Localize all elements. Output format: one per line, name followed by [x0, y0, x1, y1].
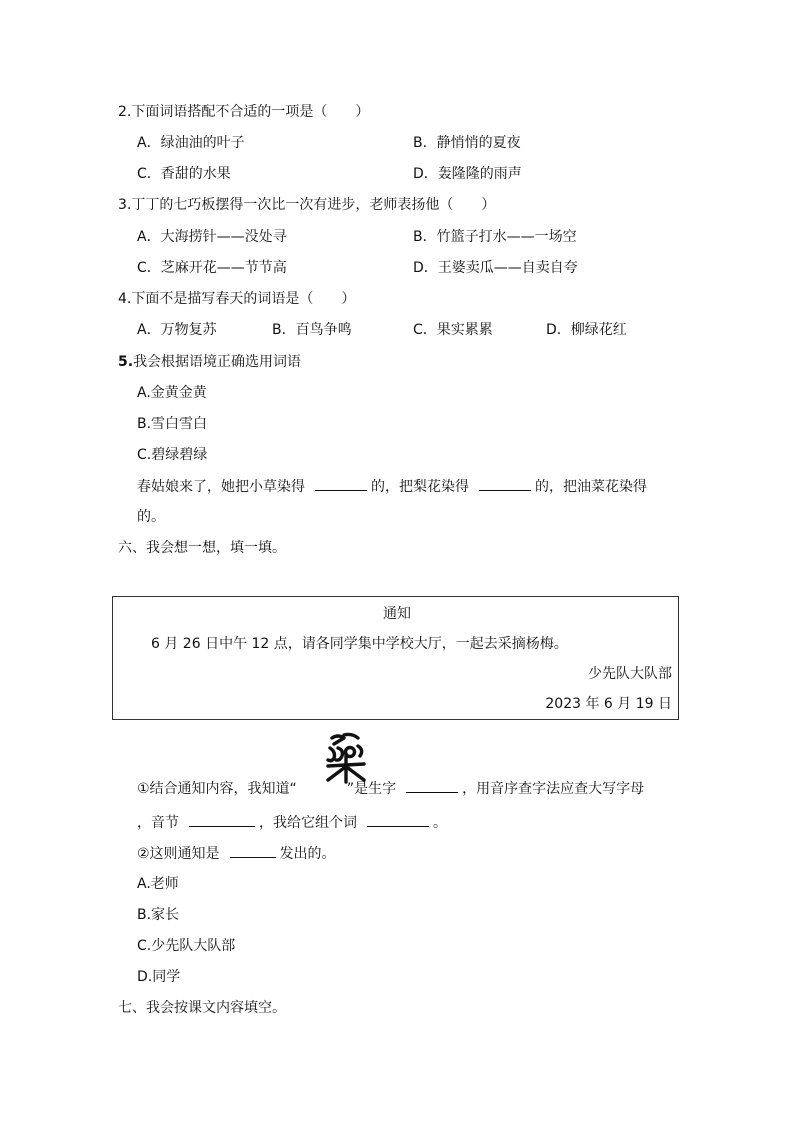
s6-blank-sender[interactable] [230, 843, 276, 858]
q5-sentence-part1: 春姑娘来了，她把小草染得 [137, 479, 305, 495]
q5-option-c: C.碧绿碧绿 [137, 447, 208, 463]
s6-sub1-line1 [137, 778, 644, 799]
q2-option-d: D．轰隆隆的雨声 [413, 166, 522, 182]
s6-sub2-option-d: D.同学 [137, 969, 181, 985]
q4-option-b: B．百鸟争鸣 [272, 322, 352, 338]
q5-sentence-part3: 的，把油菜花染得 [535, 479, 647, 495]
s6-sub1-line2-end: 。 [433, 815, 447, 831]
q2-stem: 2.下面词语搭配不合适的一项是（ ） [118, 104, 370, 120]
s6-sub2-option-a: A.老师 [137, 876, 179, 892]
s6-blank-word[interactable] [367, 812, 429, 827]
notice-box [112, 596, 679, 720]
notice-heading: 通知 [383, 606, 411, 622]
s6-sub1-line2 [137, 812, 447, 833]
q5-blank-2[interactable] [479, 476, 531, 491]
q4-option-a: A．万物复苏 [137, 322, 217, 338]
notice-date: 2023 年 6 月 19 日 [545, 696, 672, 712]
s6-sub2-part1: ②这则通知是 [137, 846, 220, 862]
s6-sub1-part3: ，用音序查字法应查大写字母 [462, 781, 645, 797]
q2-option-b: B．静悄悄的夏夜 [413, 135, 521, 151]
q4-stem: 4.下面不是描写春天的词语是（ ） [118, 291, 356, 307]
q5-stem-text: 我会根据语境正确选用词语 [133, 354, 302, 370]
s6-sub1-part1: ①结合通知内容，我知道“ [137, 781, 297, 797]
q3-stem: 3.丁丁的七巧板摆得一次比一次有进步，老师表扬他（ ） [118, 197, 496, 213]
q5-option-b: B.雪白雪白 [137, 416, 208, 432]
q4-option-d: D．柳绿花红 [546, 322, 627, 338]
q3-option-a: A．大海捞针——没处寻 [137, 229, 287, 245]
section7-title: 七、我会按课文内容填空。 [118, 1000, 286, 1016]
q5-option-a: A.金黄金黄 [137, 385, 207, 401]
q3-option-d: D．王婆卖瓜——自卖自夸 [413, 260, 578, 276]
q2-option-a: A．绿油油的叶子 [137, 135, 245, 151]
q5-sentence-end: 的。 [137, 509, 165, 525]
s6-sub1-line2-part2: ，我给它组个词 [259, 815, 357, 831]
s6-blank-character[interactable] [406, 778, 458, 793]
s6-sub2-option-b: B.家长 [137, 907, 180, 923]
s6-blank-syllable[interactable] [189, 812, 255, 827]
notice-signer: 少先队大队部 [588, 666, 672, 682]
q4-option-c: C．果实累累 [413, 322, 493, 338]
ancient-character-icon [324, 732, 368, 784]
q5-number: 5. [118, 354, 134, 370]
q3-option-c: C．芝麻开花——节节高 [137, 260, 287, 276]
q5-sentence-part2: 的，把梨花染得 [371, 479, 469, 495]
q2-option-c: C．香甜的水果 [137, 166, 231, 182]
q5-sentence [137, 476, 647, 497]
q3-option-b: B．竹篮子打水——一场空 [413, 229, 577, 245]
q5-stem [118, 352, 301, 372]
s6-sub2-part2: 发出的。 [279, 846, 336, 862]
section6-title: 六、我会想一想，填一填。 [118, 540, 286, 556]
s6-sub2-option-c: C.少先队大队部 [137, 938, 236, 954]
s6-sub1-part2: ”是生字 [346, 781, 397, 797]
notice-body: 6 月 26 日中午 12 点，请各同学集中学校大厅，一起去采摘杨梅。 [151, 636, 568, 652]
s6-sub1-line2-part1: ，音节 [137, 815, 179, 831]
q5-blank-1[interactable] [315, 476, 367, 491]
s6-sub2 [137, 843, 336, 864]
